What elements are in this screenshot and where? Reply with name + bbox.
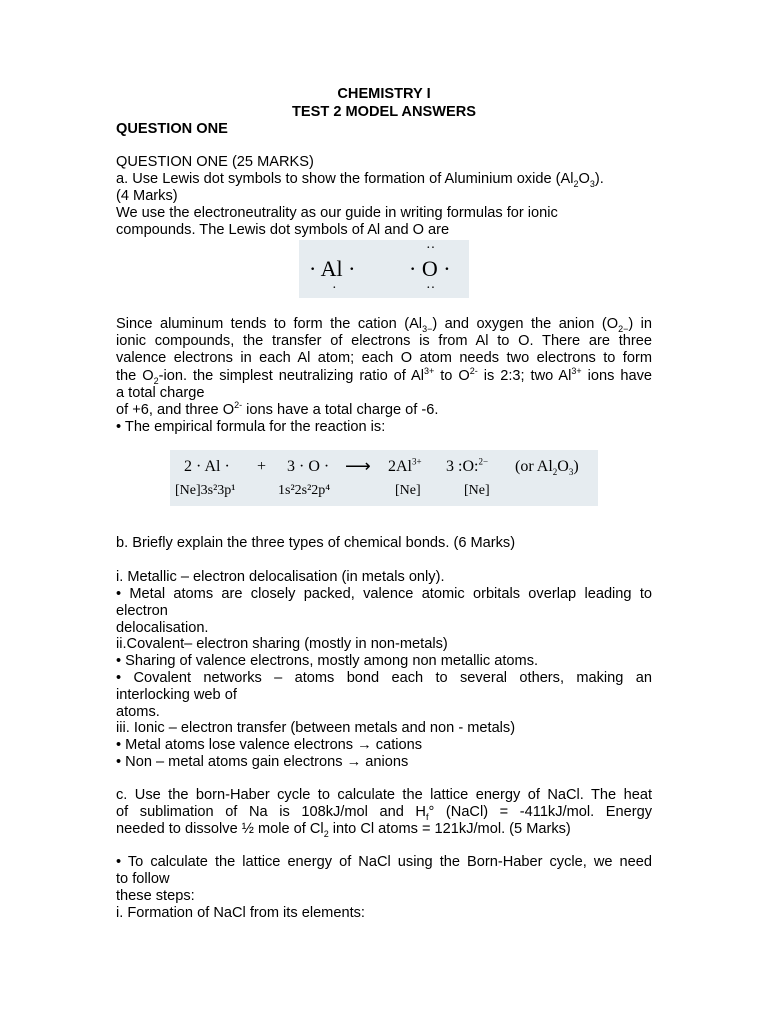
config-al: [Ne]3s²3p¹ — [175, 483, 236, 498]
bond-ionic: iii. Ionic – electron transfer (between metals and non - metals) — [116, 720, 516, 736]
o-dots-top: ·· — [426, 241, 436, 256]
al-lewis-symbol: · Al · — [309, 256, 356, 281]
bond-covalent-desc-3: interlocking web of — [116, 687, 237, 703]
bond-metallic-desc-3: delocalisation. — [116, 620, 209, 636]
reaction-equation-figure — [170, 450, 598, 506]
product-o: 3 :O:$^{2-}$ — [446, 456, 489, 475]
plus-sign: + — [257, 458, 267, 475]
question-a-marks: (4 Marks) — [116, 188, 178, 204]
bond-covalent-desc-4: atoms. — [116, 704, 160, 720]
reaction-arrow: ⟶ — [345, 456, 371, 476]
product-al: $2Al^{3+}$ — [388, 456, 422, 475]
bond-metallic-desc-1: • Metal atoms are closely packed, valence atomic orbitals overlap leading to — [116, 586, 652, 602]
question-a: a. Use Lewis dot symbols to show the formation of Aluminium oxide $(Al_2O_3)$. — [116, 171, 604, 189]
para1-line-1: Since aluminum tends to form the cation $(Al_{3-})$ and oxygen the anion $(O_{2-})$ in — [116, 316, 652, 334]
reactant-o: 3 · O · — [287, 458, 330, 475]
intro-line-1: We use the electroneutrality as our guide in writing formulas for ionic — [116, 205, 558, 221]
bond-covalent: ii.Covalent– electron sharing (mostly in non-metals) — [116, 636, 448, 652]
bond-covalent-desc-1: • Sharing of valence electrons, mostly among non metallic atoms. — [116, 653, 539, 669]
question-c-line-2: of sublimation of Na is 108kJ/mol and $H_f^\circ$ (NaCl) = -411kJ/mol. Energy — [116, 804, 652, 822]
bond-covalent-desc-2: • Covalent networks – atoms bond each to several others, making an — [116, 670, 652, 686]
para1-line-7: • The empirical formula for the reaction is: — [116, 419, 386, 435]
para1-line-4: the $O_2$-ion. the simplest neutralizing ratio of $Al^{3+}$ to $O^{2-}$ is 2:3; two $Al^{3+}$ ions have — [116, 366, 653, 386]
question-c-line-3: needed to dissolve ½ mole of $Cl_2$ into Cl atoms = 121kJ/mol. (5 Marks) — [116, 821, 571, 839]
steps-line-1: • To calculate the lattice energy of NaCl using the Born-Haber cycle, we need — [116, 854, 652, 870]
para1-line-2: ionic compounds, the transfer of electrons is from Al to O. There are three — [116, 333, 652, 349]
question-heading: QUESTION ONE (25 MARKS) — [116, 154, 314, 170]
para1-line-6: of +6, and three $O^{2-}$ ions have a total charge of -6. — [116, 400, 439, 418]
alt-formula: (or $Al_2O_3$) — [515, 458, 579, 478]
bond-ionic-desc-1: • Metal atoms lose valence electrons → cations — [116, 737, 423, 753]
o-dots-bottom: ·· — [426, 281, 436, 296]
bond-metallic: i. Metallic – electron delocalisation (in metals only). — [116, 569, 445, 585]
o-lewis-symbol: · O · — [409, 256, 451, 281]
section-heading: QUESTION ONE — [116, 121, 228, 137]
para1-line-5: a total charge — [116, 385, 205, 401]
reactant-al: 2 · Al · — [184, 458, 230, 475]
lewis-dot-figure — [299, 240, 469, 298]
doc-title: CHEMISTRY I — [337, 86, 431, 102]
steps-line-2: to follow — [116, 871, 170, 887]
al-dot: · — [332, 281, 337, 296]
question-b: b. Briefly explain the three types of chemical bonds. (6 Marks) — [116, 535, 516, 551]
para1-line-3: valence electrons in each Al atom; each O atom needs two electrons to form — [116, 350, 652, 366]
steps-line-4: i. Formation of NaCl from its elements: — [116, 905, 365, 921]
config-o: 1s²2s²2p⁴ — [278, 483, 331, 498]
intro-line-2: compounds. The Lewis dot symbols of Al and O are — [116, 222, 450, 238]
bond-metallic-desc-2: electron — [116, 603, 168, 619]
doc-subtitle: TEST 2 MODEL ANSWERS — [291, 104, 477, 120]
config-al-ion: [Ne] — [395, 483, 421, 498]
steps-line-3: these steps: — [116, 888, 195, 904]
question-c-line-1: c. Use the born-Haber cycle to calculate the lattice energy of NaCl. The heat — [116, 787, 652, 803]
config-o-ion: [Ne] — [464, 483, 490, 498]
bond-ionic-desc-2: • Non – metal atoms gain electrons → anions — [116, 754, 409, 770]
